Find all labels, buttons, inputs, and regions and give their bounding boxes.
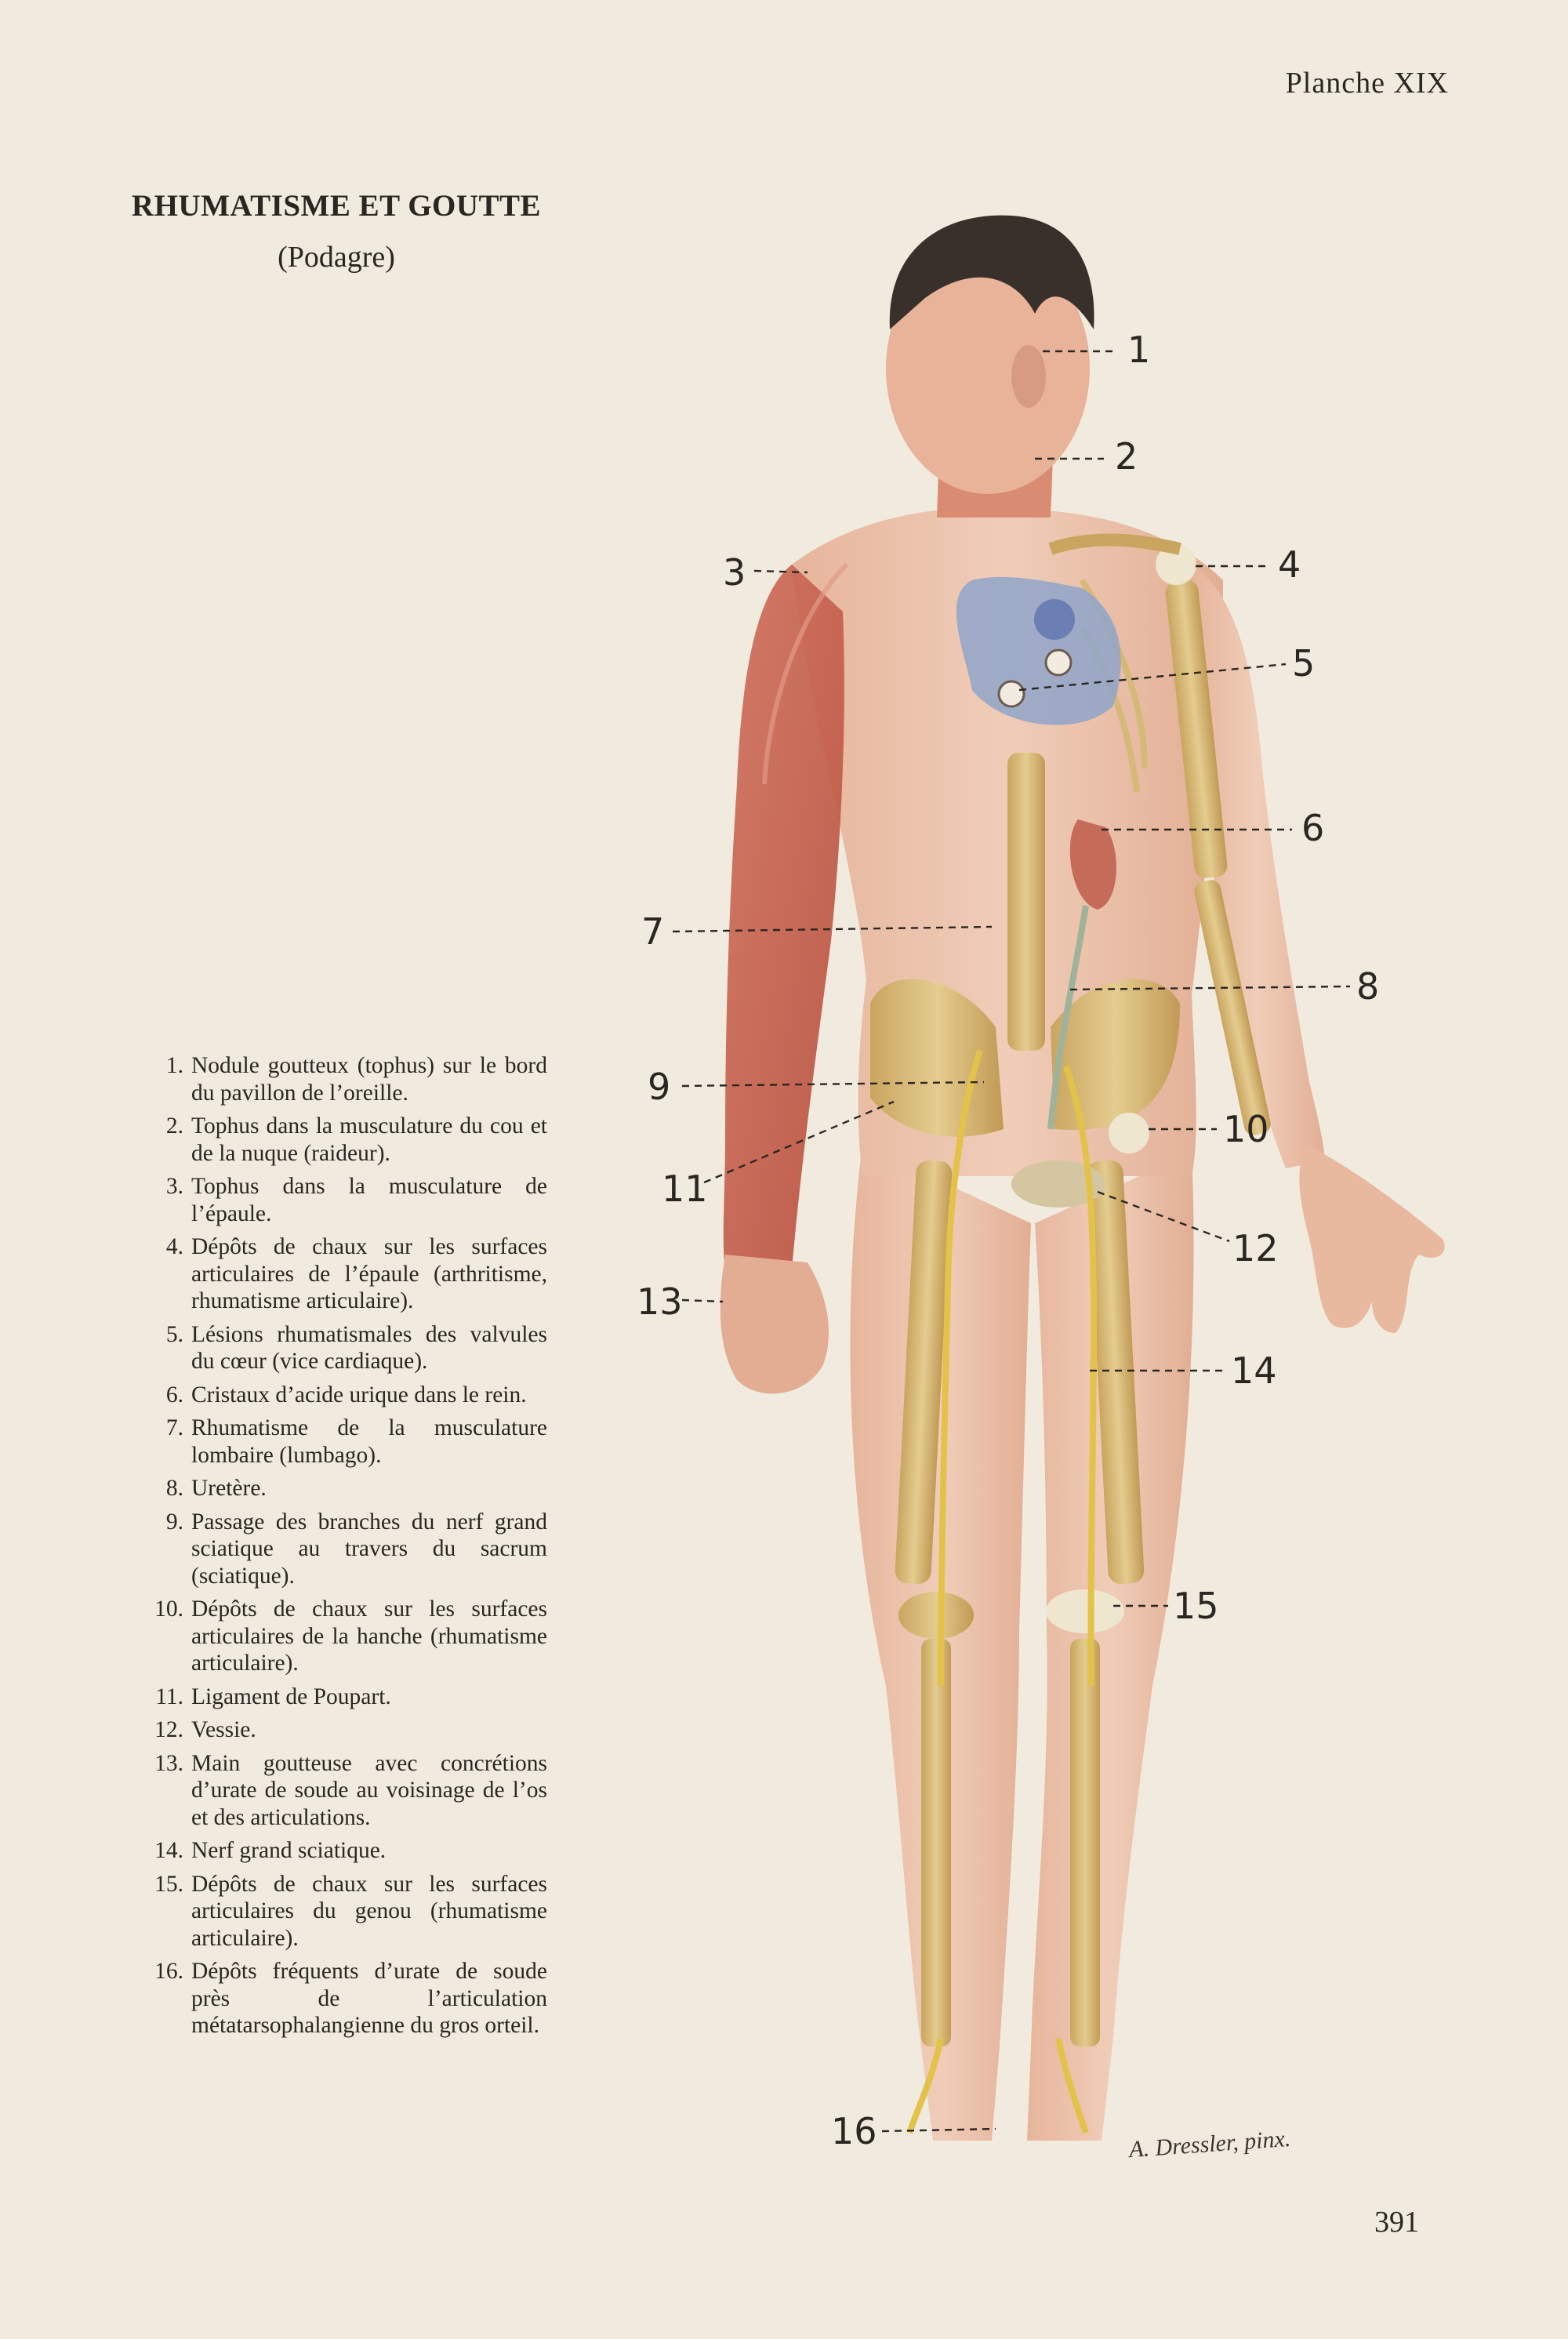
ear [1011,345,1046,408]
legend-num: 2. [165,1113,183,1139]
callout-label: 5 [1292,642,1316,685]
legend-text: Main goutteuse avec concrétions d’urate de soude au voisinage de l’os et des articulations. [191,1750,547,1830]
left-knee [1046,1589,1124,1633]
callout-label: 9 [648,1066,671,1108]
callout-label: 16 [831,2110,877,2152]
callout-label: 8 [1356,965,1380,1008]
legend-num: 14. [154,1838,183,1863]
callout-label: 6 [1301,807,1325,849]
legend-num: 11. [155,1683,183,1709]
callout-label: 14 [1231,1349,1277,1392]
page-title: RHUMATISME ET GOUTTE [131,189,542,223]
callout-label: 3 [723,551,746,594]
left-tibia [1070,1639,1100,2047]
legend-num: 12. [154,1717,183,1742]
heart-valve [1034,599,1075,640]
leader-13 [682,1300,723,1302]
legend-num: 10. [154,1596,183,1622]
callout-label: 11 [662,1168,708,1210]
legend-num: 8. [165,1476,183,1501]
legend-num: 4. [165,1234,183,1259]
heart-valve [999,681,1024,706]
callout-label: 7 [641,910,665,953]
legend-text: Ligament de Poupart. [191,1683,391,1709]
hip-joint [1109,1113,1149,1153]
right-knee [898,1592,974,1639]
legend-text: Cristaux d’acide urique dans le rein. [191,1382,527,1407]
callout-label: 15 [1173,1585,1219,1627]
legend-num: 16. [154,1959,183,1984]
legend-text: Dépôts de chaux sur les surfaces articulaires de la hanche (rhumatisme articulaire). [191,1596,547,1676]
legend-num: 9. [165,1509,183,1535]
legend-text: Dépôts de chaux sur les surfaces articulaires du genou (rhumatisme articulaire). [191,1871,547,1951]
legend-text: Dépôts fréquents d’urate de soude près de l’articulation métatarsophalangienne du gros orteil. [191,1959,547,2038]
legend-num: 1. [165,1053,183,1078]
legend-text: Nerf grand sciatique. [191,1838,387,1863]
legend-text: Nodule goutteux (tophus) sur le bord du pavillon de l’oreille. [191,1053,547,1106]
legend-num: 15. [154,1871,183,1897]
legend-text: Tophus dans la musculature du cou et de la nuque (raideur). [191,1113,547,1166]
legend-num: 7. [165,1415,183,1440]
callout-label: 1 [1127,329,1151,371]
left-hand [1299,1145,1444,1333]
callout-label: 10 [1223,1108,1269,1150]
callout-label: 4 [1278,543,1301,586]
callout-label: 12 [1232,1227,1279,1269]
callout-label: 13 [637,1280,683,1323]
page-number: 391 [1374,2206,1419,2239]
legend-num: 3. [165,1174,183,1199]
legend-num: 6. [165,1382,183,1407]
legend-num: 5. [165,1321,183,1347]
legend-text: Tophus dans la musculature de l’épaule. [191,1174,547,1226]
callout-label: 2 [1115,435,1138,478]
spine [1007,753,1045,1051]
legend-text: Passage des branches du nerf grand sciatique au travers du sacrum (sciatique). [191,1509,547,1589]
legend-text: Dépôts de chaux sur les surfaces articulaires de l’épaule (arthritisme, rhumatisme articulaire). [191,1234,547,1313]
legend-text: Lésions rhumatismales des valvules du cœur (vice cardiaque). [191,1321,547,1374]
heart-valve [1046,650,1071,675]
legend-text: Uretère. [191,1476,267,1501]
right-hand [720,1255,829,1393]
legend-num: 13. [154,1750,183,1776]
right-arm [724,565,844,1270]
artist-signature: A. Dressler, pinx. [1128,2125,1292,2163]
legend-text: Vessie. [191,1717,256,1742]
page-subtitle: (Podagre) [278,241,395,274]
right-tibia [921,1639,951,2047]
legend-text: Rhumatisme de la musculature lombaire (lumbago). [191,1415,547,1468]
plate-number: Planche XIX [1285,67,1449,100]
